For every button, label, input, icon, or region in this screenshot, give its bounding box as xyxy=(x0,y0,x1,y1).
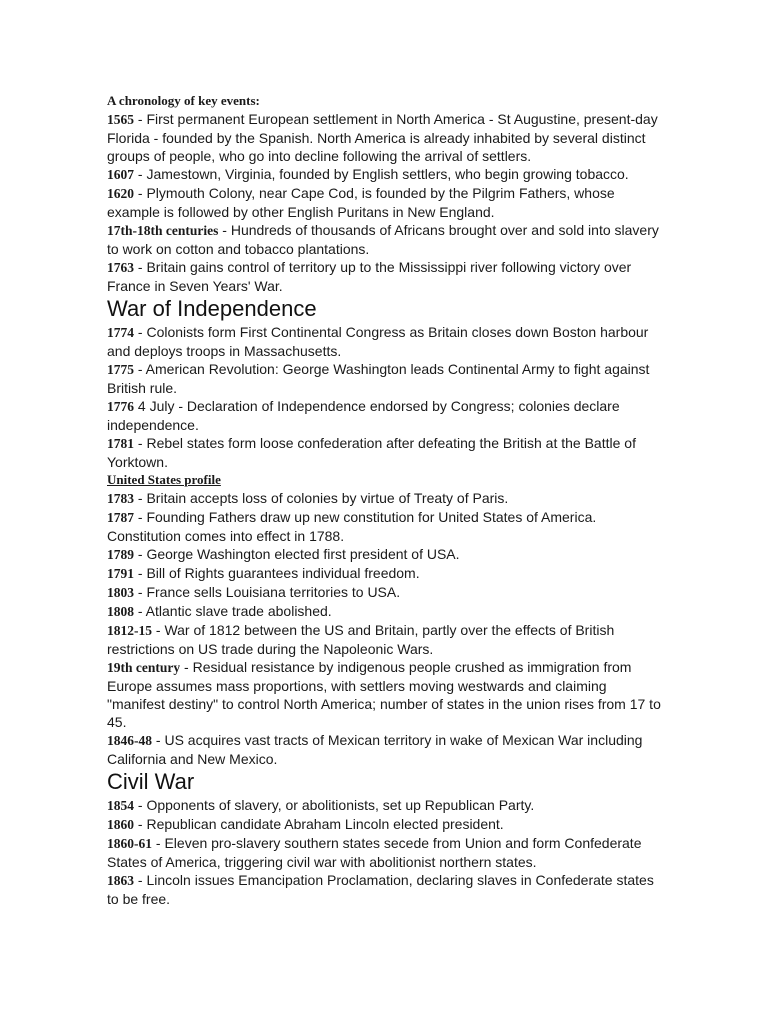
entry-text: Hundreds of thousands of Africans brought over and sold into slavery to work on cotton and tobacco plantations. xyxy=(107,222,659,257)
entry-text: Britain accepts loss of colonies by virtue of Treaty of Paris. xyxy=(146,490,509,506)
entry-date: 1781 xyxy=(107,436,134,451)
early-events-list xyxy=(107,110,662,295)
document-body xyxy=(107,92,662,908)
entry-date: 1803 xyxy=(107,585,134,600)
entry-date: 1863 xyxy=(107,873,134,888)
entry-date: 1775 xyxy=(107,362,134,377)
entry-text: Britain gains control of territory up to the Mississippi river following victory over France in Seven Years' War. xyxy=(107,259,632,294)
timeline-entry: 17th-18th centuries - Hundreds of thousands of Africans brought over and sold into slavery to work on cotton and tobacco plantations. xyxy=(107,222,659,257)
entry-text: Bill of Rights guarantees individual freedom. xyxy=(146,565,420,581)
entry-date: 1860 xyxy=(107,817,134,832)
entry-text: Rebel states form loose confederation after defeating the British at the Battle of Yorktown. xyxy=(107,435,636,470)
entry-text: Jamestown, Virginia, founded by English settlers, who begin growing tobacco. xyxy=(146,166,629,182)
entry-date: 1620 xyxy=(107,186,134,201)
entry-text: American Revolution: George Washington leads Continental Army to fight against British rule. xyxy=(107,361,650,396)
entry-date: 1607 xyxy=(107,167,134,182)
timeline-entry: 1791 - Bill of Rights guarantees individual freedom. xyxy=(107,565,420,581)
entry-date: 17th-18th centuries xyxy=(107,223,219,238)
civil-war-events-list xyxy=(107,796,662,908)
entry-date: 1787 xyxy=(107,510,134,525)
entry-date: 19th century xyxy=(107,660,181,675)
entry-date: 1808 xyxy=(107,604,134,619)
section-heading-civil-war: Civil War xyxy=(107,769,195,794)
entry-date: 1860-61 xyxy=(107,836,152,851)
entry-text: Opponents of slavery, or abolitionists, set up Republican Party. xyxy=(146,797,535,813)
timeline-entry: 1803 - France sells Louisiana territories to USA. xyxy=(107,584,401,600)
entry-date: 1783 xyxy=(107,491,134,506)
entry-text: Lincoln issues Emancipation Proclamation, declaring slaves in Confederate states to be free. xyxy=(107,872,654,907)
timeline-entry: 19th century - Residual resistance by indigenous people crushed as immigration from Europe assumes mass proportions, with settlers moving westwards and claiming "manifest destiny" to control North America; number of states in the union rises from 17 to 45. xyxy=(107,659,661,730)
entry-text: Republican candidate Abraham Lincoln elected president. xyxy=(146,816,504,832)
timeline-entry: 1783 - Britain accepts loss of colonies by virtue of Treaty of Paris. xyxy=(107,490,509,506)
united-states-profile-link[interactable]: United States profile xyxy=(107,472,221,487)
entry-date: 1763 xyxy=(107,260,134,275)
entry-text: 4 July - Declaration of Independence endorsed by Congress; colonies declare independence. xyxy=(107,398,620,433)
timeline-entry: 1808 - Atlantic slave trade abolished. xyxy=(107,603,332,619)
entry-text: Residual resistance by indigenous people crushed as immigration from Europe assumes mass proportions, with settlers moving westwards and claiming "manifest destiny" to control North America; number of states in the union rises from 17 to 45. xyxy=(107,659,661,730)
independence-events-list xyxy=(107,323,662,471)
timeline-entry: 1607 - Jamestown, Virginia, founded by English settlers, who begin growing tobacco. xyxy=(107,166,629,182)
chronology-heading: A chronology of key events: xyxy=(107,93,260,108)
entry-date: 1854 xyxy=(107,798,134,813)
entry-text: George Washington elected first president of USA. xyxy=(146,546,460,562)
timeline-entry: 1781 - Rebel states form loose confederation after defeating the British at the Battle of Yorktown. xyxy=(107,435,636,470)
entry-date: 1846-48 xyxy=(107,733,152,748)
timeline-entry: 1775 - American Revolution: George Washington leads Continental Army to fight against British rule. xyxy=(107,361,650,396)
timeline-entry: 1774 - Colonists form First Continental Congress as Britain closes down Boston harbour and deploys troops in Massachusetts. xyxy=(107,324,649,359)
timeline-entry: 1787 - Founding Fathers draw up new constitution for United States of America. Constitution comes into effect in 1788. xyxy=(107,509,597,544)
timeline-entry: 1860 - Republican candidate Abraham Lincoln elected president. xyxy=(107,816,504,832)
entry-text: Founding Fathers draw up new constitution for United States of America. Constitution comes into effect in 1788. xyxy=(107,509,597,544)
entry-text: Eleven pro-slavery southern states secede from Union and form Confederate States of America, triggering civil war with abolitionist northern states. xyxy=(107,835,642,870)
timeline-entry: 1812-15 - War of 1812 between the US and Britain, partly over the effects of British restrictions on US trade during the Napoleonic Wars. xyxy=(107,622,615,657)
entry-text: First permanent European settlement in North America - St Augustine, present-day Florida - founded by the Spanish. North America is already inhabited by several distinct groups of people, who go into decline following the arrival of settlers. xyxy=(107,111,658,164)
timeline-entry: 1860-61 - Eleven pro-slavery southern states secede from Union and form Confederate States of America, triggering civil war with abolitionist northern states. xyxy=(107,835,642,870)
timeline-entry: 1565 - First permanent European settlement in North America - St Augustine, present-day Florida - founded by the Spanish. North America is already inhabited by several distinct groups of people, who go into decline following the arrival of settlers. xyxy=(107,111,658,164)
entry-text: US acquires vast tracts of Mexican territory in wake of Mexican War including California and New Mexico. xyxy=(107,732,643,767)
entry-date: 1776 xyxy=(107,399,134,414)
timeline-entry: 1846-48 - US acquires vast tracts of Mexican territory in wake of Mexican War including California and New Mexico. xyxy=(107,732,643,767)
entry-date: 1789 xyxy=(107,547,134,562)
entry-date: 1774 xyxy=(107,325,134,340)
timeline-entry: 1763 - Britain gains control of territory up to the Mississippi river following victory over France in Seven Years' War. xyxy=(107,259,632,294)
timeline-entry: 1789 - George Washington elected first president of USA. xyxy=(107,546,460,562)
entry-date: 1812-15 xyxy=(107,623,152,638)
timeline-entry: 1620 - Plymouth Colony, near Cape Cod, is founded by the Pilgrim Fathers, whose example is followed by other English Puritans in New England. xyxy=(107,185,615,220)
entry-text: France sells Louisiana territories to USA. xyxy=(146,584,401,600)
entry-date: 1791 xyxy=(107,566,134,581)
entry-text: Plymouth Colony, near Cape Cod, is founded by the Pilgrim Fathers, whose example is followed by other English Puritans in New England. xyxy=(107,185,615,220)
timeline-entry xyxy=(107,397,662,434)
entry-text: War of 1812 between the US and Britain, partly over the effects of British restrictions on US trade during the Napoleonic Wars. xyxy=(107,622,615,657)
section-heading-war-of-independence: War of Independence xyxy=(107,296,317,321)
timeline-entry: 1854 - Opponents of slavery, or abolitionists, set up Republican Party. xyxy=(107,797,535,813)
republic-events-list xyxy=(107,489,662,768)
entry-text: Atlantic slave trade abolished. xyxy=(145,603,332,619)
entry-date: 1565 xyxy=(107,112,134,127)
entry-text: Colonists form First Continental Congress as Britain closes down Boston harbour and deploys troops in Massachusetts. xyxy=(107,324,649,359)
timeline-entry: 1863 - Lincoln issues Emancipation Proclamation, declaring slaves in Confederate states to be free. xyxy=(107,872,654,907)
